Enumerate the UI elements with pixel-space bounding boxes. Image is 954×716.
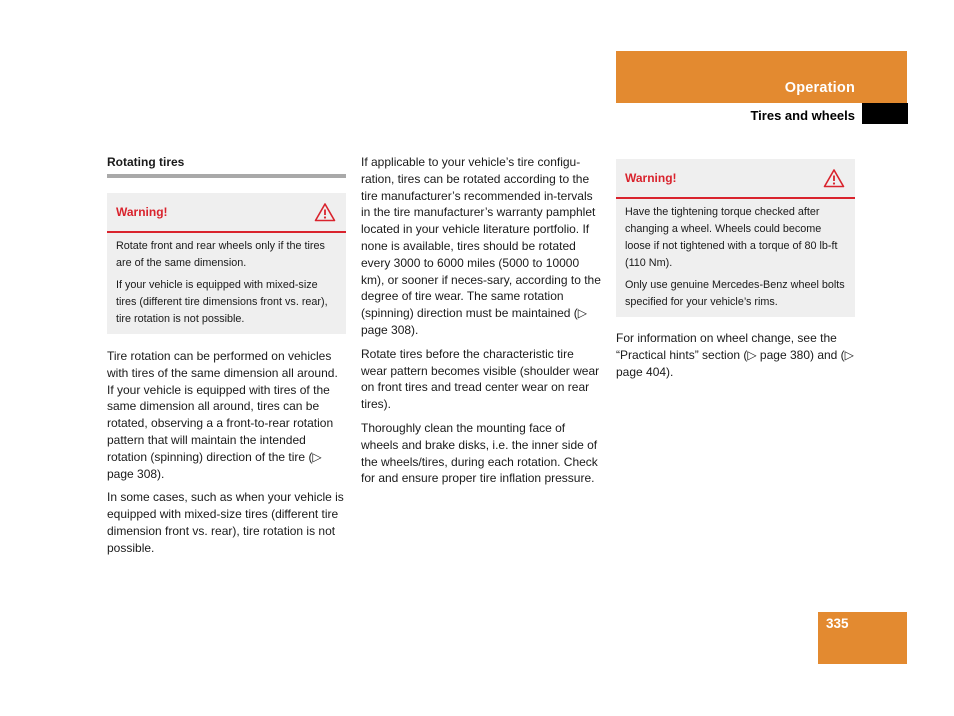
section-tab-marker: [862, 103, 908, 124]
warning-title: Warning!: [116, 205, 168, 219]
warning-header: [107, 193, 346, 233]
body-paragraph: Thoroughly clean the mounting face of wheels and brake disks, i.e. the inner side of the wheels/tires, during each rotation. Check for and ensure proper tire inflation pressure.: [361, 420, 598, 486]
warning-triangle-icon: [823, 168, 845, 188]
page-number: 335: [826, 616, 849, 631]
warning-paragraph: Rotate front and rear wheels only if the tires are of the same dimension.: [116, 240, 325, 269]
section-title: Operation: [784, 80, 855, 96]
body-paragraph: Rotate tires before the characteristic tire wear pattern becomes visible (shoulder wear on front tires and tread center wear on rear tires).: [361, 346, 600, 412]
warning-body: [107, 233, 346, 334]
warning-triangle-icon: [314, 202, 336, 222]
warning-box-rotation: [107, 193, 346, 334]
column-1-text: [107, 348, 347, 564]
rotating-tires-heading: [107, 155, 346, 178]
column-3-text: [616, 330, 856, 387]
warning-paragraph: Have the tightening torque checked after changing a wheel. Wheels could become loose if not tightened with a torque of 80 lb-ft (110 Nm).: [625, 206, 838, 269]
warning-paragraph: Only use genuine Mercedes-Benz wheel bolts specified for your vehicle’s rims.: [625, 279, 845, 308]
warning-header: [616, 159, 855, 199]
warning-title: Warning!: [625, 171, 677, 185]
heading-text: Rotating tires: [107, 155, 185, 169]
heading-rule-bar: [107, 174, 346, 178]
body-paragraph: If applicable to your vehicle’s tire configu-ration, tires can be rotated according to the tire manufacturer’s recommended in-tervals in the tire manufacturer’s warranty pamphlet located in your vehicle literature portfolio. If none is available, tires should be rotated every 3000 to 6000 miles (5000 to 10000 km), or sooner if neces-sary, according to the degree of tire wear. The same rotation (spinning) direction must be maintained (▷ page 308).: [361, 155, 601, 337]
body-paragraph: Tire rotation can be performed on vehicles with tires of the same dimension all around. If your vehicle is equipped with tires of the same dimension all around, tires can be rotated, observing a a front-to-rear rotation pattern that will maintain the intended rotation (spinning) direction of the tire (▷ page 308).: [107, 349, 338, 481]
warning-box-torque: [616, 159, 855, 317]
column-2-text: [361, 154, 601, 494]
subsection-title: Tires and wheels: [750, 108, 855, 123]
body-paragraph: In some cases, such as when your vehicle is equipped with mixed-size tires (different tire dimension front vs. rear), tire rotation is not possible.: [107, 490, 344, 555]
warning-body: [616, 199, 855, 317]
body-paragraph: For information on wheel change, see the “Practical hints” section (▷ page 380) and (▷ page 404).: [616, 331, 854, 379]
warning-paragraph: If your vehicle is equipped with mixed-size tires (different tire dimensions front vs. rear), tire rotation is not possible.: [116, 279, 328, 325]
section-header-bar: [616, 51, 907, 103]
